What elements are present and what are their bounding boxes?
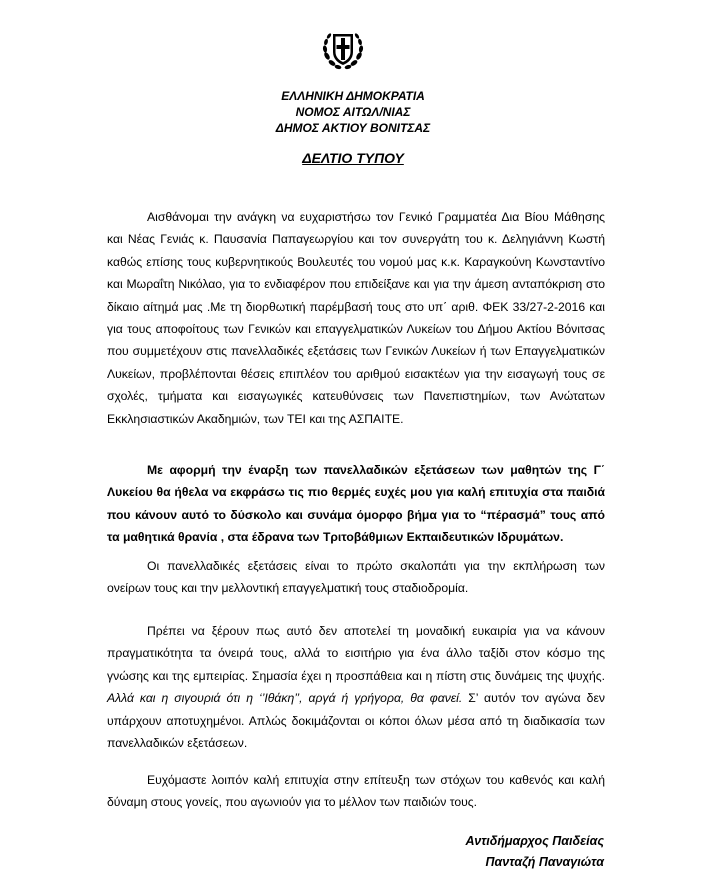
paragraph-first-step: Οι πανελλαδικές εξετάσεις είναι το πρώτο σκαλοπάτι για την εκπλήρωση των ονείρων τους και την μελλοντική επαγγελματική τους σταδιοδρομία. [107, 559, 605, 596]
header-country: ΕΛΛΗΝΙΚΗ ΔΗΜΟΚΡΑΤΙΑ [281, 89, 425, 103]
document-title: ΔΕΛΤΙΟ ΤΥΠΟΥ [302, 150, 404, 166]
paragraph-wishes: Με αφορμή την έναρξη των πανελλαδικών εξετάσεων των μαθητών της Γ΄ Λυκείου θα ήθελα να εκφράσω τις πιο θερμές ευχές μου για καλή επιτυχία στα παιδιά που κάνουν αυτό το δύσκολο και συνάμα όμορφο βήμα για το “πέρασμά” τους από τα μαθητικά θρανία , στα έδρανα των Τριτοβάθμιων Εκπαιδευτικών Ιδρυμάτων. [107, 463, 605, 545]
header-prefecture: ΝΟΜΟΣ ΑΙΤΩΛ/ΝΙΑΣ [295, 105, 411, 119]
paragraph-closing: Ευχόμαστε λοιπόν καλή επιτυχία στην επίτευξη των στόχων του καθενός και καλή δύναμη στους γονείς, που αγωνιούν για το μέλλον των παιδιών τους. [107, 773, 605, 810]
paragraph-no-failures: Σ’ αυτόν τον αγώνα δεν υπάρχουν αποτυχημένοι. Απλώς δοκιμάζονται οι κόποι όλων μέσα από τη διαδικασία των πανελλαδικών εξετάσεων. [107, 691, 605, 751]
paragraph-ithaca-quote: Αλλά και η σιγουριά ότι η ‘’Ιθάκη’’, αργά ή γρήγορα, θα φανεί. [107, 691, 463, 706]
paragraph-opportunity [107, 620, 605, 754]
signature-name: Πανταζή Παναγιώτα [485, 855, 604, 869]
paragraph-opportunity-text: Πρέπει να ξέρουν πως αυτό δεν αποτελεί τη μοναδική ευκαιρία για να κάνουν πραγματικότητα τα όνειρά τους, αλλά το εισιτήριο για ένα άλλο ταξίδι στον κόσμο της γνώσης και της εμπειρίας. Σημασία έχει η προσπάθεια και η πίστη στις δυνάμεις της ψυχής. [107, 624, 605, 683]
greek-coat-of-arms-icon [319, 26, 367, 74]
paragraph-thanks: Αισθάνομαι την ανάγκη να ευχαριστήσω τον Γενικό Γραμματέα Δια Βίου Μάθησης και Νέας Γενιάς κ. Παυσανία Παπαγεωργίου και τον συνεργάτη του κ. Δεληγιάννη Κωστή καθώς επίσης τους κυβερνητικούς Βουλευτές του νομού μας κ.κ. Καραγκούνη Κωνσταντίνο και Μωραΐτη Νικόλαο, για το ενδιαφέρον που επιδείξανε και για την άμεση ανταπόκριση στο δίκαιο αίτημά μας .Με τη διορθωτική παρέμβασή τους στο υπ΄ αριθ. ΦΕΚ 33/27-2-2016 και για τους αποφοίτους των Γενικών και επαγγελματικών Λυκείων του Δήμου Ακτίου Βόνιτσας που συμμετέχουν στις πανελλαδικές εξετάσεις των Γενικών Λυκείων ή των Επαγγελματικών Λυκείων, προβλέπονται θέσεις επιπλέον του αριθμού εισακτέων για την εισαγωγή τους σε σχολές, τμήματα και εισαγωγικές κατευθύνσεις των Πανεπιστημίων, των Ανώτατων Εκκλησιαστικών Ακαδημιών, των ΤΕΙ και της ΑΣΠΑΙΤΕ. [107, 210, 605, 426]
signature-role: Αντιδήμαρχος Παιδείας [465, 834, 604, 848]
header-municipality: ΔΗΜΟΣ ΑΚΤΙΟΥ ΒΟΝΙΤΣΑΣ [275, 121, 431, 135]
